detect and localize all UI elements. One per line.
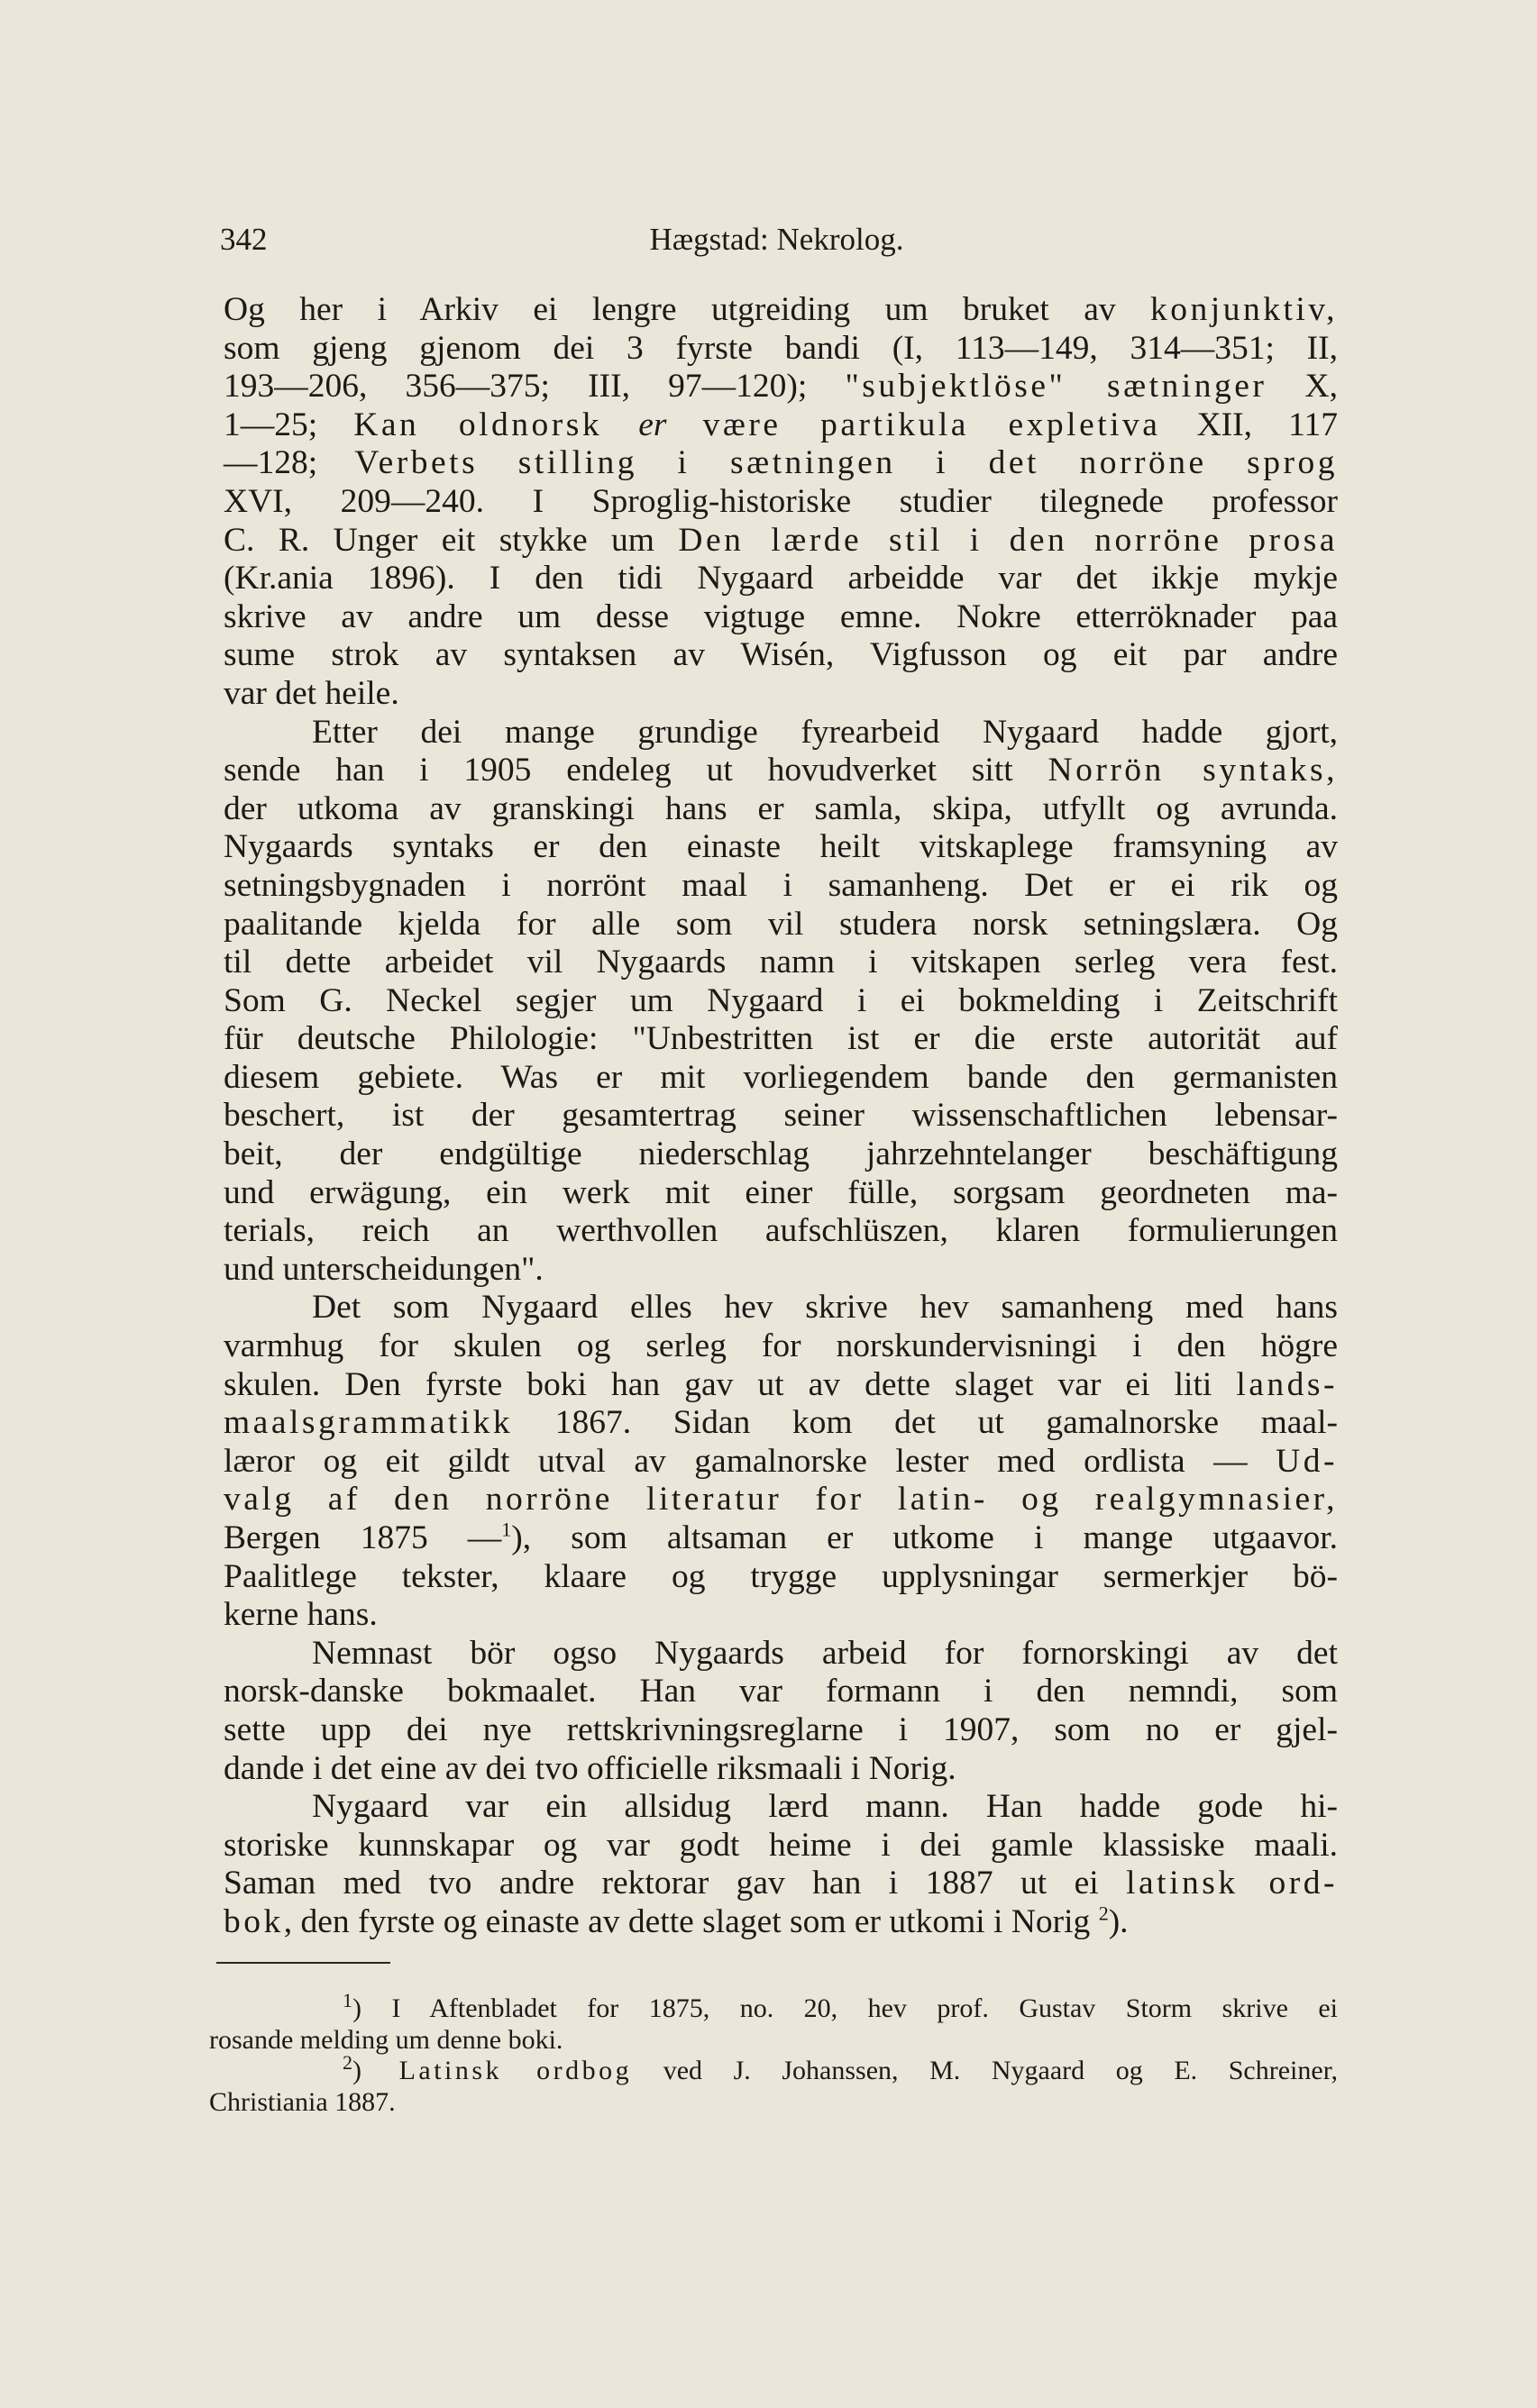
text-line: storiske kunnskapar og var godt heime i dei gamle klassiske maali. [224,1826,1338,1864]
text-line: skulen. Den fyrste boki han gav ut av dette slaget var ei liti lands- [224,1365,1338,1403]
text-line: 1—25; Kan oldnorsk er være partikula expletiva XII, 117 [224,406,1338,443]
text-line: beschert, ist der gesamtertrag seiner wissenschaftlichen lebensar- [224,1097,1338,1135]
footnote-line: $^1$) I Aftenbladet for 1875, no. 20, hev prof. Gustav Storm skrive ei [343,1989,1338,2023]
text-line: terials, reich an werthvollen aufschlüszen, klaren formulierungen [224,1212,1338,1250]
text-line: Etter dei mange grundige fyrearbeid Nygaard hadde gjort, [312,713,1338,751]
text-line: beit, der endgültige niederschlag jahrzehntelanger beschäftigung [224,1136,1338,1173]
page-header [220,222,1333,261]
text-line: setningsbygnaden i norrönt maal i samanheng. Det er ei rik og [224,866,1338,904]
text-line: Bergen 1875 —$^1$), som altsaman er utkome i mange utgaavor. [224,1518,1338,1556]
page-number: 342 [220,222,268,257]
text-line: für deutsche Philologie: "Unbestritten ist er die erste autorität auf [224,1020,1338,1058]
text-line: skrive av andre um desse vigtuge emne. Nokre etterröknader paa [224,597,1338,635]
footnote-ref: 2 [1098,1902,1109,1925]
text-line: bok, den fyrste og einaste av dette slaget som er utkomi i Norig $^2$). [224,1902,1129,1940]
text-line: paalitande kjelda for alle som vil studera norsk setningslæra. Og [224,905,1338,943]
body-text [224,291,1338,1942]
text-line: diesem gebiete. Was er mit vorliegendem bande den germanisten [224,1058,1338,1096]
text-line: Nygaards syntaks er den einaste heilt vitskaplege framsyning av [224,828,1338,866]
text-line: Nemnast bör ogso Nygaards arbeid for fornorskingi av det [312,1634,1338,1672]
footnote-line: Christiania 1887. [209,2086,396,2117]
text-line: 193—206, 356—375; III, 97—120); "subjektlöse" sætninger X, [224,368,1338,406]
text-line: (Kr.ania 1896). I den tidi Nygaard arbeidde var det ikkje mykje [224,560,1338,597]
text-line: Og her i Arkiv ei lengre utgreiding um bruket av konjunktiv, [224,291,1338,328]
text-line: varmhug for skulen og serleg for norskundervisningi i den högre [224,1327,1338,1365]
text-line: valg af den norröne literatur for latin- og realgymnasier, [224,1481,1338,1519]
text-line: maalsgrammatikk 1867. Sidan kom det ut gamalnorske maal- [224,1404,1338,1442]
text-line: XVI, 209—240. I Sproglig-historiske studier tilegnede professor [224,482,1338,520]
text-line: læror og eit gildt utval av gamalnorske lester med ordlista — Ud- [224,1442,1338,1480]
footnote-divider [216,1962,390,1964]
footnote-ref: 1 [501,1518,512,1541]
text-line: und unterscheidungen". [224,1250,544,1288]
text-line: var det heile. [224,674,399,712]
text-line: C. R. Unger eit stykke um Den lærde stil i den norröne prosa [224,521,1338,559]
text-line: der utkoma av granskingi hans er samla, skipa, utfyllt og avrunda. [224,789,1338,827]
text-line: norsk-danske bokmaalet. Han var formann i den nemndi, som [224,1673,1338,1710]
text-line: Saman med tvo andre rektorar gav han i 1887 ut ei latinsk ord- [224,1865,1338,1902]
footnotes [209,1989,1338,2118]
text-line: —128; Verbets stilling i sætningen i det norröne sprog [224,444,1338,482]
running-title: Hægstad: Nekrolog. [649,222,904,257]
text-line: Det som Nygaard elles hev skrive hev samanheng med hans [312,1289,1338,1327]
text-line: som gjeng gjenom dei 3 fyrste bandi (I, 113—149, 314—351; II, [224,329,1338,367]
text-line: dande i det eine av dei tvo officielle riksmaali i Norig. [224,1749,956,1787]
text-line: sette upp dei nye rettskrivningsreglarne i 1907, som no er gjel- [224,1710,1338,1748]
text-line: Som G. Neckel segjer um Nygaard i ei bokmelding i Zeitschrift [224,981,1338,1019]
text-line: til dette arbeidet vil Nygaards namn i vitskapen serleg vera fest. [224,944,1338,981]
footnote-line: rosande melding um denne boki. [209,2024,563,2055]
text-line: kerne hans. [224,1596,378,1634]
text-line: sume strok av syntaksen av Wisén, Vigfusson og eit par andre [224,636,1338,674]
text-line: Nygaard var ein allsidug lærd mann. Han hadde gode hi- [312,1788,1338,1826]
text-line: sende han i 1905 endeleg ut hovudverket sitt Norrön syntaks, [224,752,1338,789]
footnote-line: $^2$) Latinsk ordbog ved J. Johanssen, M. Nygaard og E. Schreiner, [343,2051,1338,2085]
text-line: und erwägung, ein werk mit einer fülle, sorgsam geordneten ma- [224,1173,1338,1211]
text-line: Paalitlege tekster, klaare og trygge upplysningar sermerkjer bö- [224,1557,1338,1595]
